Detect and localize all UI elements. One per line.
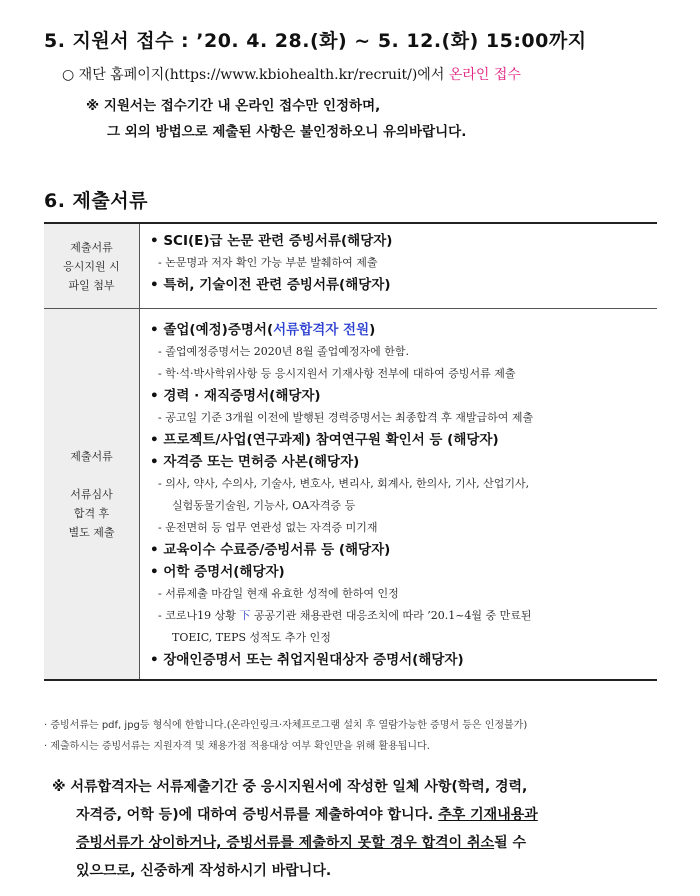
list-item: • 장애인증명서 또는 취업지원대상자 증명서(해당자) [150,652,464,668]
list-subitem: - 논문명과 저자 확인 가능 부분 발췌하여 제출 [158,256,378,269]
row2-label [44,309,140,681]
list-item: • 교육이수 수료증/증빙서류 등 (해당자) [150,542,391,558]
section-5-title: 5. 지원서 접수 : ’20. 4. 28.(화) ~ 5. 12.(화) 15:00까지 [44,30,587,52]
homepage-text: 재단 홈페이지(https://www.kbiohealth.kr/recruit/)에서 [78,67,449,83]
list-subitem: - 졸업예정증명서는 2020년 8월 졸업예정자에 한함. [158,345,409,358]
list-subitem: - 운전면허 등 업무 연관성 없는 자격증 미기재 [158,521,378,534]
list-item: • 어학 증명서(해당자) [150,564,285,580]
row2-content [140,309,658,681]
warning-text: 될 수 [494,835,527,851]
documents-table [44,222,657,681]
section-6-title: 6. 제출서류 [44,190,148,212]
circle-bullet-icon: ○ [62,67,75,83]
warning-text: 서류합격자는 서류제출기간 중 응시지원서에 작성한 일체 사항(학력, 경력, [70,779,528,795]
online-apply-text: 온라인 접수 [448,67,521,83]
item-text: • 졸업(예정)증명서( [150,322,274,338]
list-item: • 프로젝트/사업(연구과제) 참여연구원 확인서 등 (해당자) [150,432,499,448]
footnote-2: · 제출하시는 증빙서류는 지원자격 및 채용가점 적용대상 여부 확인만을 위해 활용됩니다. [44,741,430,752]
list-subitem: - 공고일 기준 3개월 이전에 발행된 경력증명서는 최종합격 후 재발급하여 제출 [158,411,534,424]
row1-label [44,223,140,309]
warning-underlined-text: 증빙서류가 상이하거나, 증빙서류를 제출하지 못할 경우 합격이 취소 [76,835,495,851]
reference-mark-icon: ※ [52,779,66,795]
list-subitem: 실험동물기술원, 기능사, OA자격증 등 [172,499,356,512]
row2-label-line: 합격 후 [73,506,110,520]
list-subitem [150,605,657,627]
subitem-text: - 코로나19 상황 [158,609,240,622]
warning-text: 자격증, 어학 등)에 대하여 증빙서류를 제출하여야 합니다. [76,807,439,823]
reference-mark-icon: ※ [86,98,100,114]
row1-label-line: 응시지원 시 [63,259,120,273]
table-row-after-pass [44,309,657,681]
list-subitem: TOEIC, TEPS 성적도 추가 인정 [172,631,331,644]
item-text: ) [369,322,376,338]
row2-label-line: 제출서류 [70,449,113,463]
warning-line-3 [76,828,526,858]
row1-label-line: 파일 첨부 [68,278,115,292]
note-line-1 [86,94,380,114]
note-text-1: 지원서는 접수기간 내 온라인 접수만 인정하며, [103,98,381,114]
list-subitem: - 의사, 약사, 수의사, 기술사, 변호사, 변리사, 회계사, 한의사, 기사, 산업기사, [158,477,530,490]
row2-label-line: 서류심사 [70,487,113,501]
note-line-2: 그 외의 방법으로 제출된 사항은 불인정하오니 유의바랍니다. [107,124,467,140]
row1-label-line: 제출서류 [70,240,113,254]
footnote-1: · 증빙서류는 pdf, jpg등 형식에 한합니다.(온라인링크·자체프로그램 설치 후 열람가능한 증명서 등은 인정불가) [44,720,528,731]
all-applicants-text: 서류합격자 전원 [273,322,370,338]
list-item: • 자격증 또는 면허증 사본(해당자) [150,454,360,470]
table-row-attach [44,223,657,309]
row1-content [140,223,658,309]
warning-underlined-text: 추후 기재내용과 [438,807,538,823]
list-subitem: - 학·석·박사학위사항 등 응시지원서 기재사항 전부에 대하여 증빙서류 제출 [158,367,516,380]
under-char: 下 [239,609,251,622]
list-item: • 경력 · 재직증명서(해당자) [150,388,321,404]
warning-line-1 [52,772,527,802]
subitem-text: 공공기관 채용관련 대응조치에 따라 ’20.1~4월 중 만료된 [250,609,532,622]
list-item: • 특허, 기술이전 관련 증빙서류(해당자) [150,277,391,293]
application-method-line [62,64,521,84]
list-subitem: - 서류제출 마감일 현재 유효한 성적에 한하여 인정 [158,587,399,600]
warning-line-4: 있으므로, 신중하게 작성하시기 바랍니다. [76,863,332,879]
warning-line-2 [76,800,538,830]
list-item: • SCI(E)급 논문 관련 증빙서류(해당자) [150,233,393,249]
list-item [150,319,657,341]
row2-label-line: 별도 제출 [68,525,115,539]
